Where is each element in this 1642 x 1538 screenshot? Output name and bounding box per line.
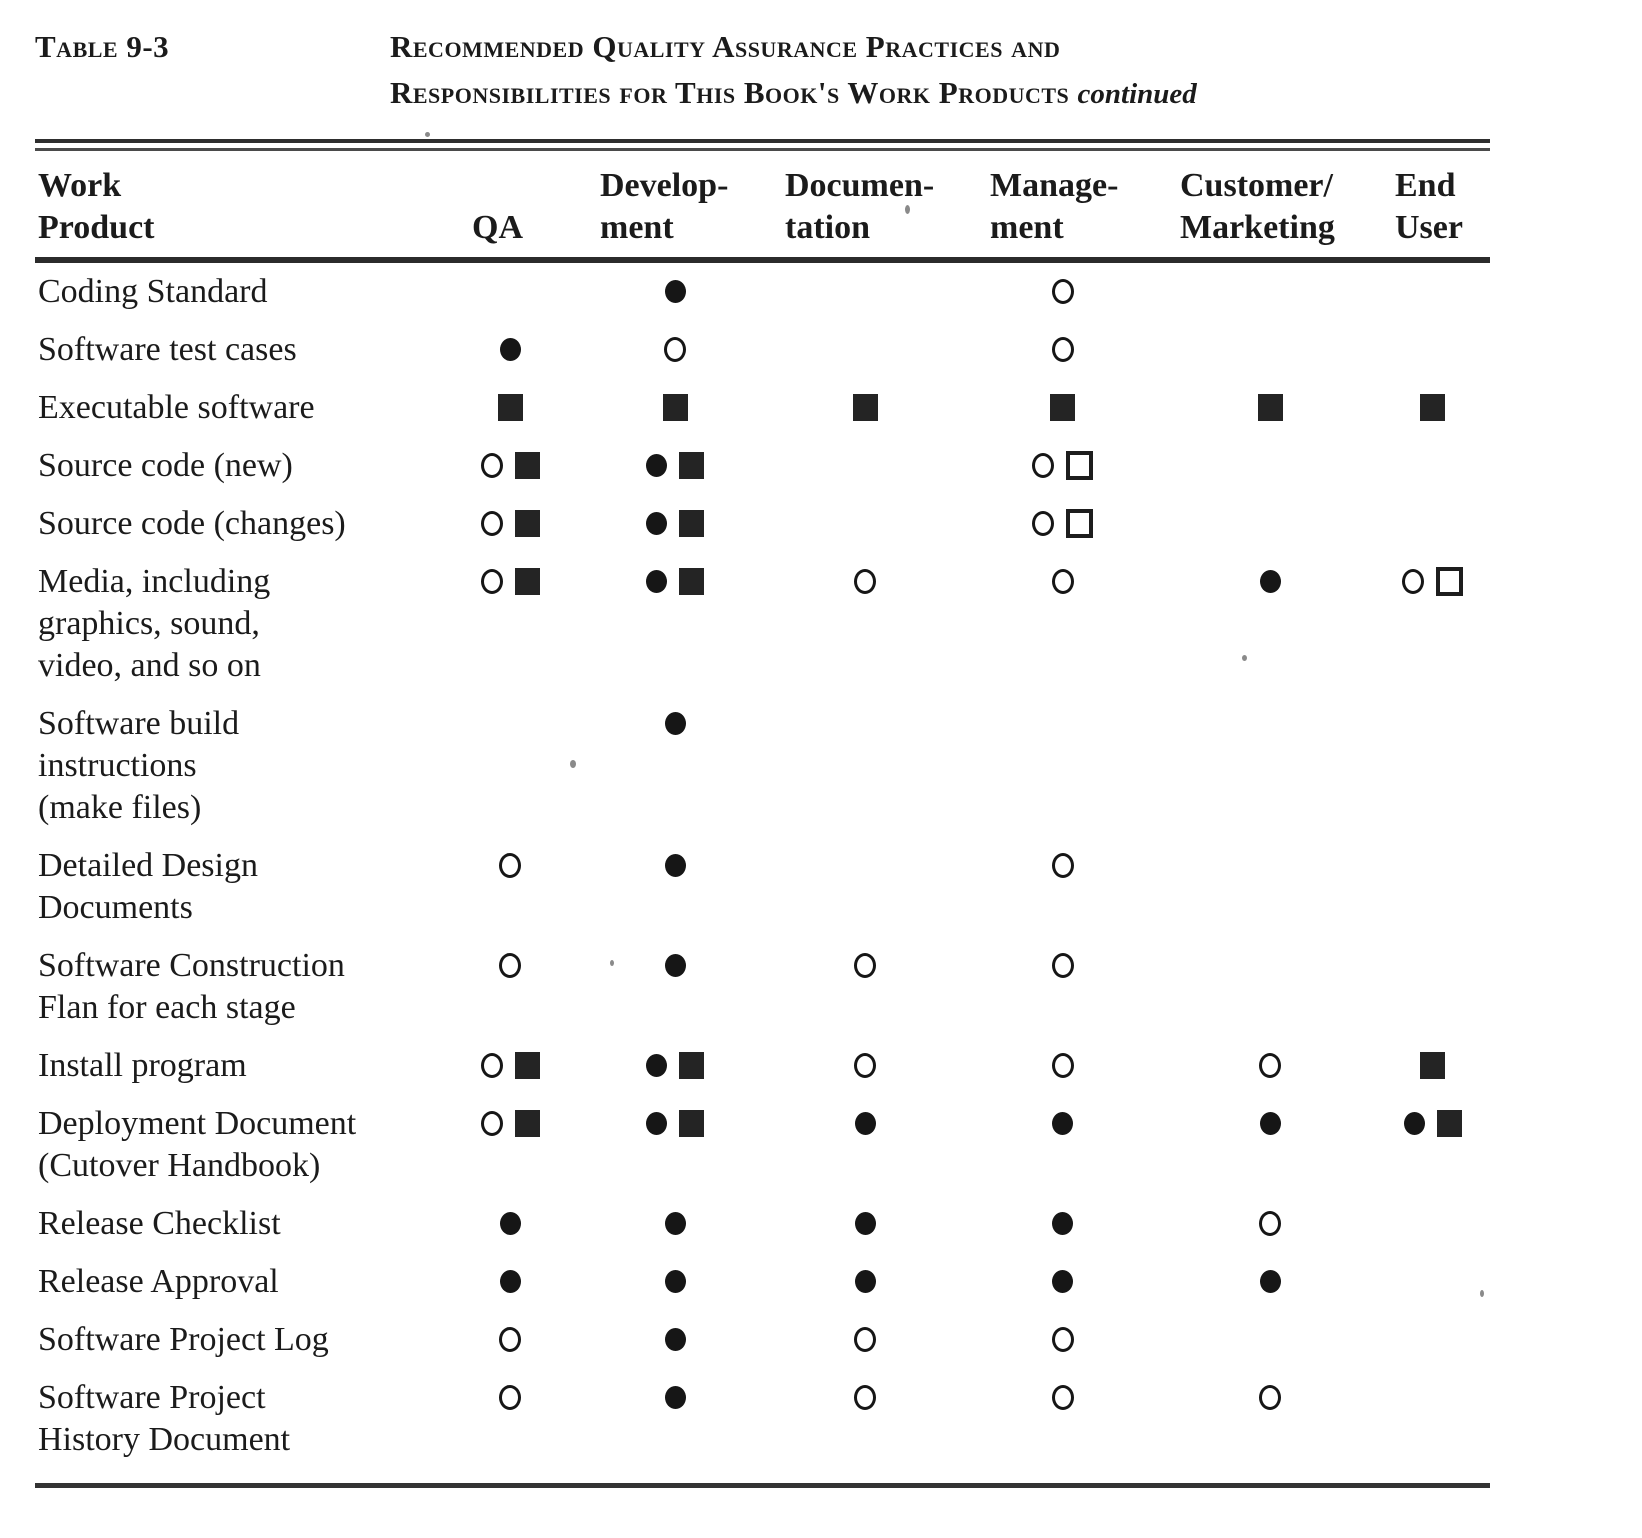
table-top-rule [35, 139, 1490, 151]
management-cell [960, 495, 1165, 553]
customer-marketing-cell [1165, 1311, 1375, 1369]
documentation-cell [770, 437, 960, 495]
management-cell [960, 1311, 1165, 1369]
scan-speck [570, 760, 576, 768]
end-user-cell [1375, 1037, 1490, 1095]
filled-circle-icon [665, 1386, 686, 1409]
filled-square-icon [1050, 394, 1075, 421]
filled-circle-icon [665, 954, 686, 977]
filled-square-icon [679, 452, 704, 479]
table-title [390, 24, 1197, 117]
filled-circle-icon [665, 1212, 686, 1235]
work-product-label: Software build instructions (make files) [38, 705, 240, 826]
column-header-end-user: End User [1375, 151, 1490, 260]
filled-square-icon [1437, 1110, 1462, 1137]
open-circle-icon [1052, 1053, 1074, 1078]
end-user-cell [1375, 1195, 1490, 1253]
customer-marketing-cell [1165, 437, 1375, 495]
filled-square-icon [853, 394, 878, 421]
open-circle-icon [481, 511, 503, 536]
customer-marketing-cell [1165, 321, 1375, 379]
qa-cell [440, 1253, 580, 1311]
management-cell [960, 379, 1165, 437]
table-title-line2: Responsibilities for This Book's Work Products continued [390, 75, 1197, 110]
filled-circle-icon [646, 512, 667, 535]
customer-marketing-cell [1165, 1369, 1375, 1469]
filled-circle-icon [1052, 1212, 1073, 1235]
table-row [35, 1037, 1490, 1095]
management-cell [960, 553, 1165, 695]
column-header-work-product: Work Product [35, 151, 440, 260]
open-circle-icon [499, 1327, 521, 1352]
development-cell [580, 1037, 770, 1095]
documentation-cell [770, 379, 960, 437]
table-row [35, 260, 1490, 321]
end-user-cell [1375, 1311, 1490, 1369]
qa-cell [440, 495, 580, 553]
table-row [35, 1369, 1490, 1469]
development-cell [580, 695, 770, 837]
work-product-label: Coding Standard [38, 273, 268, 310]
documentation-cell [770, 837, 960, 937]
filled-square-icon [679, 1052, 704, 1079]
customer-marketing-cell [1165, 937, 1375, 1037]
work-product-label: Executable software [38, 389, 315, 426]
development-cell [580, 553, 770, 695]
open-circle-icon [481, 1111, 503, 1136]
filled-circle-icon [665, 712, 686, 735]
customer-marketing-cell [1165, 1253, 1375, 1311]
open-square-icon [1436, 567, 1463, 596]
filled-square-icon [498, 394, 523, 421]
management-cell [960, 837, 1165, 937]
filled-square-icon [1420, 1052, 1445, 1079]
filled-circle-icon [1260, 1112, 1281, 1135]
open-circle-icon [1052, 953, 1074, 978]
table-title-line1: Recommended Quality Assurance Practices and [390, 29, 1061, 64]
open-circle-icon [854, 569, 876, 594]
filled-circle-icon [855, 1270, 876, 1293]
open-square-icon [1066, 451, 1093, 480]
development-cell [580, 1369, 770, 1469]
filled-circle-icon [665, 854, 686, 877]
open-circle-icon [854, 1053, 876, 1078]
scan-speck [610, 960, 614, 966]
work-product-label: Software test cases [38, 331, 297, 368]
development-cell [580, 1253, 770, 1311]
work-product-label: Deployment Document (Cutover Handbook) [38, 1105, 357, 1184]
continued-label: continued [1077, 78, 1197, 110]
end-user-cell [1375, 437, 1490, 495]
qa-cell [440, 1037, 580, 1095]
filled-square-icon [679, 1110, 704, 1137]
column-header-qa: QA [440, 151, 580, 260]
open-square-icon [1066, 509, 1093, 538]
management-cell [960, 1037, 1165, 1095]
qa-cell [440, 437, 580, 495]
filled-circle-icon [500, 1212, 521, 1235]
column-header-development: Develop- ment [580, 151, 770, 260]
development-cell [580, 837, 770, 937]
qa-cell [440, 1311, 580, 1369]
end-user-cell [1375, 937, 1490, 1037]
end-user-cell [1375, 1095, 1490, 1195]
qa-cell [440, 1095, 580, 1195]
documentation-cell [770, 1253, 960, 1311]
open-circle-icon [1259, 1385, 1281, 1410]
documentation-cell [770, 1095, 960, 1195]
filled-square-icon [679, 510, 704, 537]
work-product-label: Release Approval [38, 1263, 279, 1300]
work-product-label: Detailed Design Documents [38, 847, 258, 926]
development-cell [580, 379, 770, 437]
work-product-label: Install program [38, 1047, 247, 1084]
open-circle-icon [1052, 1327, 1074, 1352]
filled-square-icon [1258, 394, 1283, 421]
management-cell [960, 321, 1165, 379]
management-cell [960, 1369, 1165, 1469]
scan-speck [425, 132, 430, 137]
work-product-label: Media, including graphics, sound, video, and so on [38, 563, 271, 684]
column-header-management: Manage- ment [960, 151, 1165, 260]
documentation-cell [770, 321, 960, 379]
customer-marketing-cell [1165, 695, 1375, 837]
open-circle-icon [481, 453, 503, 478]
work-product-label: Source code (changes) [38, 505, 346, 542]
qa-practices-table [35, 151, 1490, 1469]
qa-cell [440, 1369, 580, 1469]
documentation-cell [770, 553, 960, 695]
documentation-cell [770, 937, 960, 1037]
column-header-documentation: Documen- tation [770, 151, 960, 260]
table-row [35, 1095, 1490, 1195]
open-circle-icon [1052, 569, 1074, 594]
filled-circle-icon [646, 1054, 667, 1077]
open-circle-icon [499, 953, 521, 978]
qa-cell [440, 260, 580, 321]
open-circle-icon [854, 953, 876, 978]
qa-cell [440, 321, 580, 379]
work-product-label: Software Construction Flan for each stage [38, 947, 345, 1026]
filled-square-icon [515, 1052, 540, 1079]
filled-circle-icon [665, 1270, 686, 1293]
management-cell [960, 260, 1165, 321]
column-header-customer-marketing: Customer/ Marketing [1165, 151, 1375, 260]
customer-marketing-cell [1165, 837, 1375, 937]
customer-marketing-cell [1165, 379, 1375, 437]
open-circle-icon [1032, 453, 1054, 478]
open-circle-icon [1052, 337, 1074, 362]
open-circle-icon [1052, 1385, 1074, 1410]
filled-circle-icon [500, 338, 521, 361]
filled-circle-icon [665, 280, 686, 303]
filled-circle-icon [665, 1328, 686, 1351]
end-user-cell [1375, 837, 1490, 937]
open-circle-icon [1052, 279, 1074, 304]
filled-square-icon [515, 568, 540, 595]
scan-speck [905, 205, 910, 214]
filled-circle-icon [1260, 1270, 1281, 1293]
documentation-cell [770, 695, 960, 837]
development-cell [580, 437, 770, 495]
documentation-cell [770, 1037, 960, 1095]
customer-marketing-cell [1165, 1095, 1375, 1195]
development-cell [580, 260, 770, 321]
end-user-cell [1375, 495, 1490, 553]
management-cell [960, 1253, 1165, 1311]
qa-cell [440, 837, 580, 937]
filled-circle-icon [1260, 570, 1281, 593]
open-circle-icon [481, 569, 503, 594]
filled-circle-icon [500, 1270, 521, 1293]
filled-circle-icon [646, 1112, 667, 1135]
filled-circle-icon [646, 454, 667, 477]
scan-speck [1480, 1290, 1484, 1297]
filled-square-icon [663, 394, 688, 421]
management-cell [960, 1195, 1165, 1253]
open-circle-icon [1032, 511, 1054, 536]
scan-speck [1242, 655, 1247, 661]
customer-marketing-cell [1165, 260, 1375, 321]
qa-cell [440, 937, 580, 1037]
filled-circle-icon [855, 1112, 876, 1135]
table-row [35, 1311, 1490, 1369]
table-row [35, 1253, 1490, 1311]
documentation-cell [770, 1311, 960, 1369]
open-circle-icon [854, 1385, 876, 1410]
table-number-label: Table 9-3 [35, 29, 170, 64]
qa-cell [440, 553, 580, 695]
table-row [35, 937, 1490, 1037]
open-circle-icon [854, 1327, 876, 1352]
table-row [35, 1195, 1490, 1253]
qa-cell [440, 379, 580, 437]
documentation-cell [770, 260, 960, 321]
table-row [35, 379, 1490, 437]
filled-circle-icon [1404, 1112, 1425, 1135]
filled-circle-icon [855, 1212, 876, 1235]
table-caption [35, 24, 1642, 117]
filled-square-icon [1420, 394, 1445, 421]
table-row [35, 553, 1490, 695]
development-cell [580, 937, 770, 1037]
end-user-cell [1375, 260, 1490, 321]
customer-marketing-cell [1165, 553, 1375, 695]
open-circle-icon [664, 337, 686, 362]
documentation-cell [770, 495, 960, 553]
end-user-cell [1375, 321, 1490, 379]
open-circle-icon [481, 1053, 503, 1078]
development-cell [580, 495, 770, 553]
management-cell [960, 937, 1165, 1037]
work-product-label: Software Project History Document [38, 1379, 291, 1458]
qa-cell [440, 695, 580, 837]
table-header [35, 151, 1490, 260]
development-cell [580, 1311, 770, 1369]
management-cell [960, 437, 1165, 495]
table-row [35, 695, 1490, 837]
work-product-label: Software Project Log [38, 1321, 329, 1358]
management-cell [960, 1095, 1165, 1195]
open-circle-icon [1052, 853, 1074, 878]
filled-square-icon [515, 510, 540, 537]
open-circle-icon [1259, 1211, 1281, 1236]
table-bottom-rule [35, 1483, 1490, 1488]
customer-marketing-cell [1165, 1037, 1375, 1095]
documentation-cell [770, 1369, 960, 1469]
end-user-cell [1375, 695, 1490, 837]
documentation-cell [770, 1195, 960, 1253]
open-circle-icon [499, 853, 521, 878]
end-user-cell [1375, 1369, 1490, 1469]
table-row [35, 437, 1490, 495]
open-circle-icon [499, 1385, 521, 1410]
qa-cell [440, 1195, 580, 1253]
table-row [35, 321, 1490, 379]
filled-square-icon [515, 1110, 540, 1137]
development-cell [580, 321, 770, 379]
open-circle-icon [1402, 569, 1424, 594]
work-product-label: Source code (new) [38, 447, 293, 484]
table-row [35, 495, 1490, 553]
filled-circle-icon [1052, 1270, 1073, 1293]
filled-circle-icon [1052, 1112, 1073, 1135]
development-cell [580, 1095, 770, 1195]
end-user-cell [1375, 379, 1490, 437]
development-cell [580, 1195, 770, 1253]
customer-marketing-cell [1165, 495, 1375, 553]
work-product-label: Release Checklist [38, 1205, 281, 1242]
end-user-cell [1375, 553, 1490, 695]
table-row [35, 837, 1490, 937]
management-cell [960, 695, 1165, 837]
filled-square-icon [679, 568, 704, 595]
customer-marketing-cell [1165, 1195, 1375, 1253]
open-circle-icon [1259, 1053, 1281, 1078]
table-body [35, 260, 1490, 1469]
end-user-cell [1375, 1253, 1490, 1311]
filled-circle-icon [646, 570, 667, 593]
filled-square-icon [515, 452, 540, 479]
